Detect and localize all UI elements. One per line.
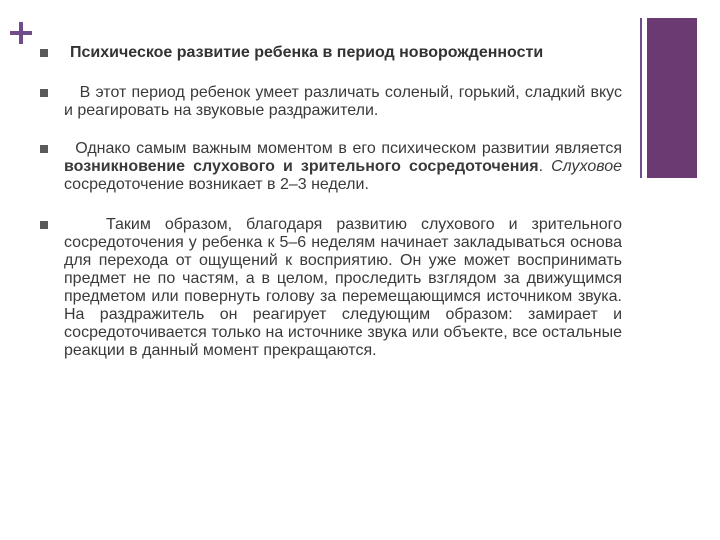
paragraph-2-text-c: сосредоточение возникает в 2–3 недели.	[64, 176, 369, 193]
plus-icon	[8, 20, 34, 46]
bullet-icon	[40, 49, 48, 57]
paragraph-2-italic: Слуховое	[551, 158, 623, 175]
paragraph-2	[40, 140, 622, 194]
slide-title	[40, 44, 622, 62]
paragraph-2-bold: возникновение слухового и зрительного сосредоточения	[64, 158, 539, 175]
accent-divider-line	[640, 18, 642, 178]
bullet-icon	[40, 89, 48, 97]
paragraph-3	[40, 216, 622, 360]
paragraph-1	[40, 84, 622, 120]
slide-content	[40, 44, 622, 360]
bullet-icon	[40, 145, 48, 153]
paragraph-2-text-b: .	[538, 158, 552, 175]
accent-sidebar-block	[647, 18, 697, 178]
bullet-icon	[40, 221, 48, 229]
paragraph-3-text: Таким образом, благодаря развитию слухового и зрительного сосредоточения у ребенка к 5–6 неделям начинает закладываться основа для перехода от ощущений к восприятию. Он уже может воспринимать предмет не по частям, а в целом, проследить взглядом за движущимся предметом или повернуть голову за перемещающимся источником звука. На раздражитель он реагирует следующим образом: замирает и сосредоточивается только на источнике звука или объекте, все остальные реакции в данный момент прекращаются.	[64, 216, 623, 359]
paragraph-1-text: В этот период ребенок умеет различать соленый, горький, сладкий вкус и реагировать на звуковые раздражители.	[64, 84, 622, 119]
paragraph-2-text: Однако самым важным моментом в его психическом развитии является	[75, 140, 623, 157]
slide-title-text: Психическое развитие ребенка в период новорожденности	[70, 44, 544, 61]
